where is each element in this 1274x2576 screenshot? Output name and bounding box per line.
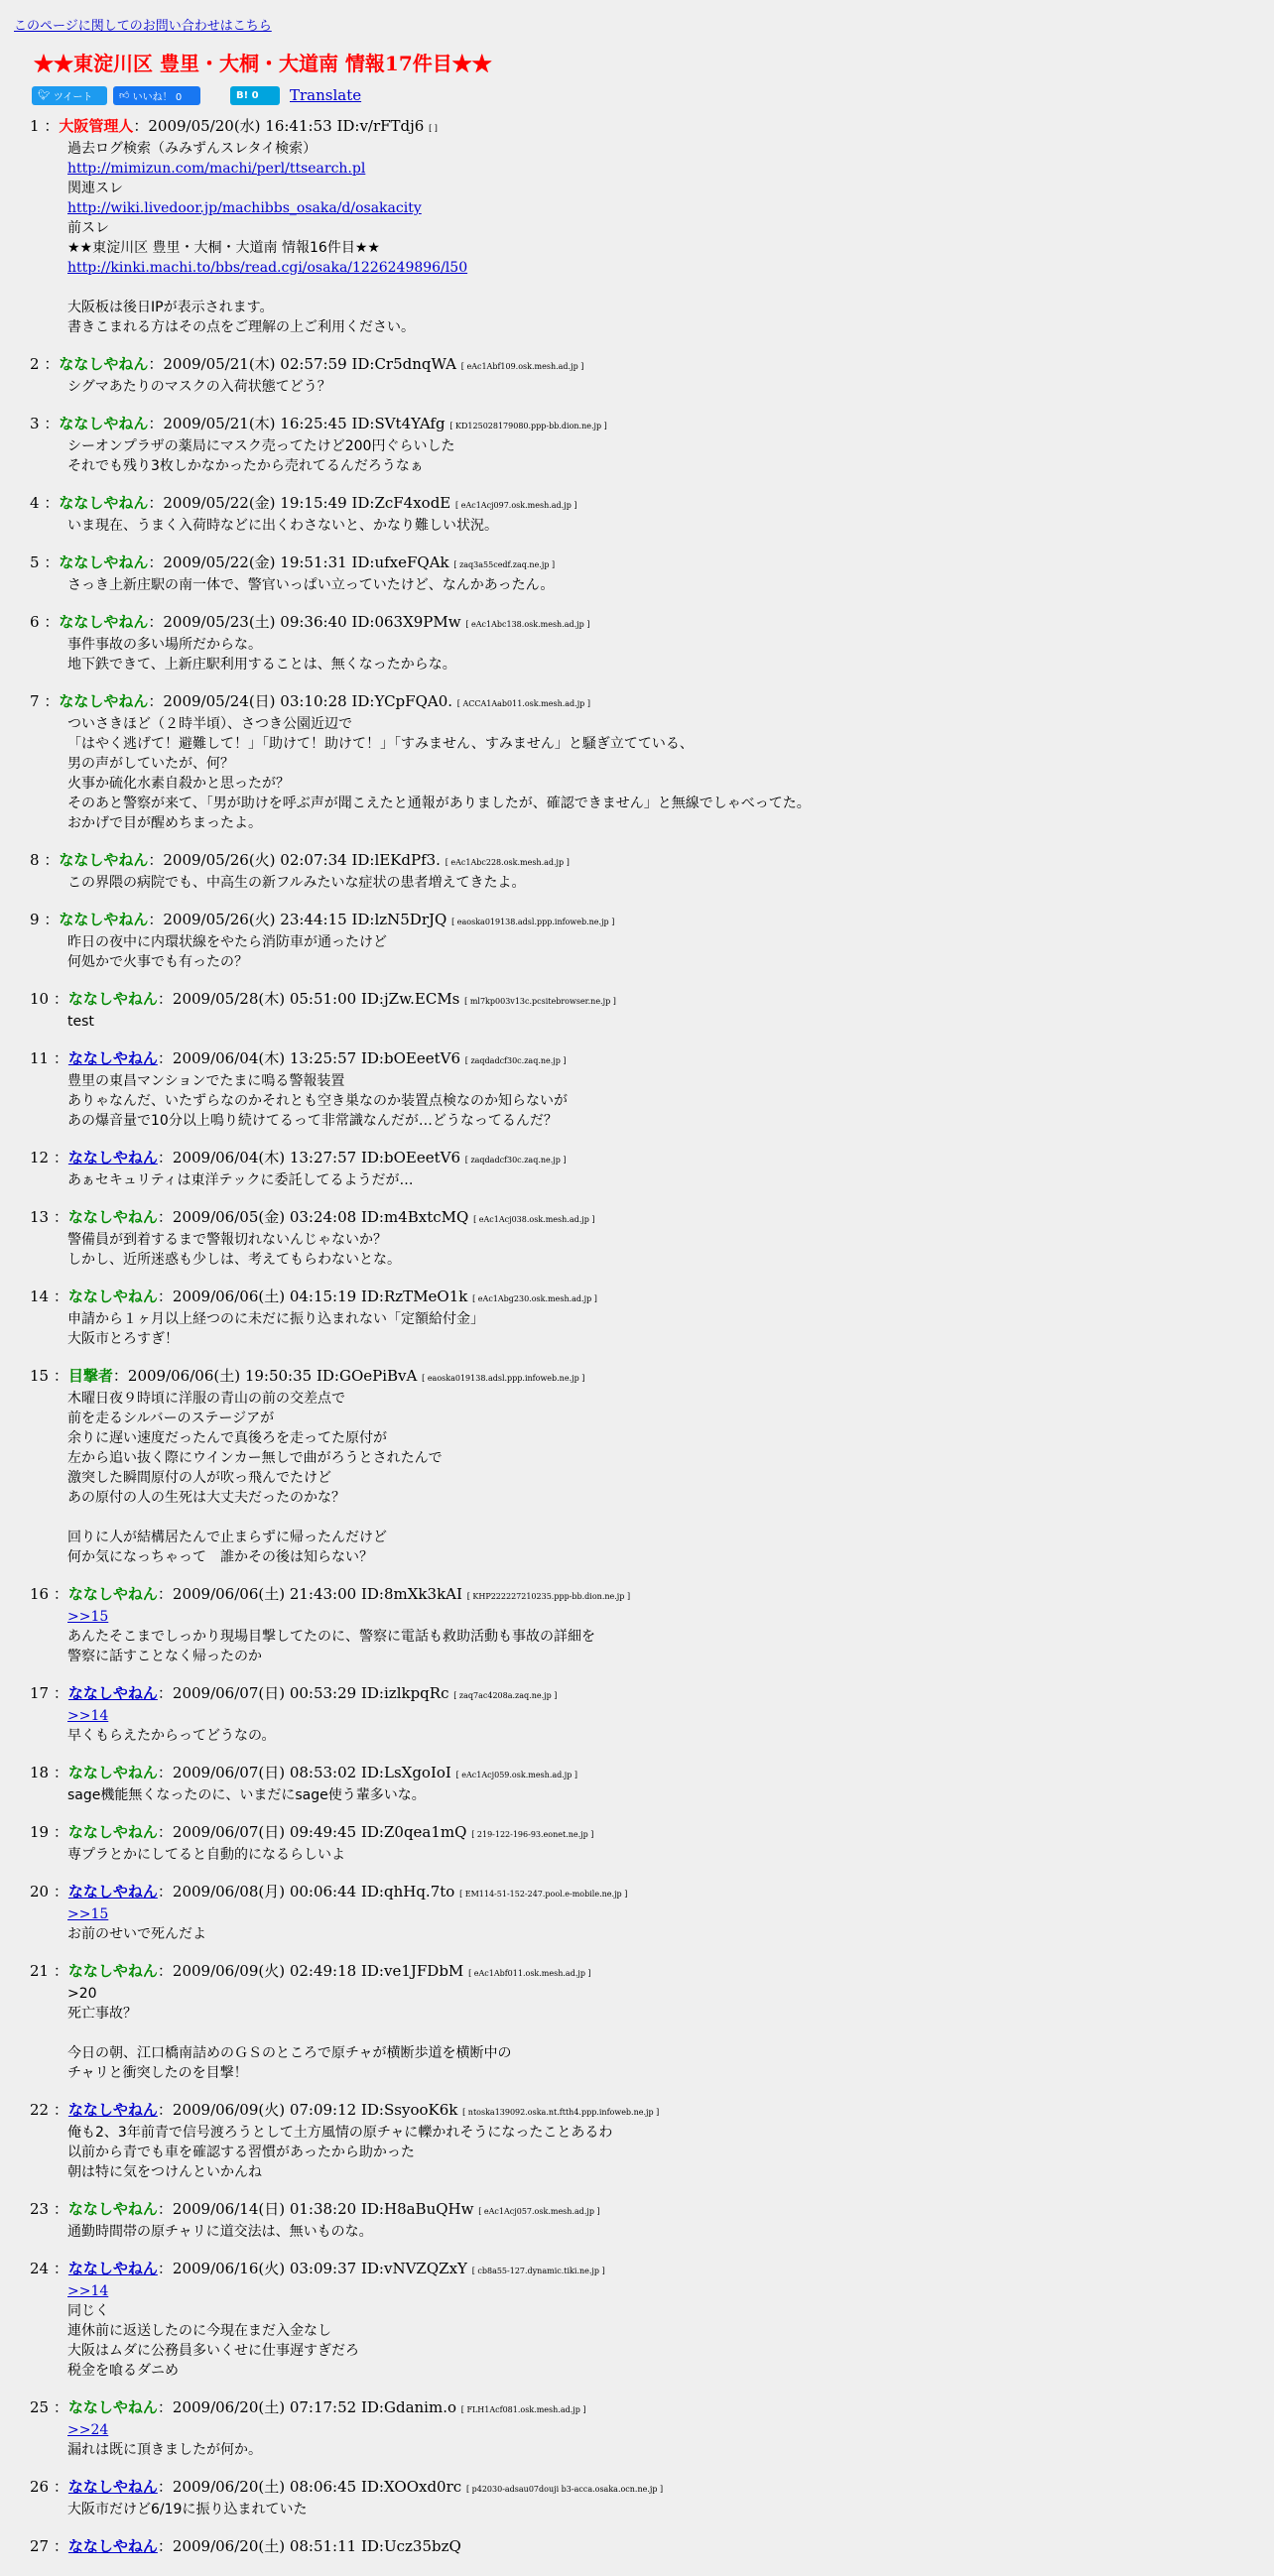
post-number: 7: [30, 692, 40, 710]
post-date: 2009/06/06(土) 21:43:00: [172, 1585, 357, 1603]
post-date: 2009/05/28(木) 05:51:00: [172, 990, 357, 1008]
post-host: [ FLH1Acf081.osk.mesh.ad.jp ]: [460, 2405, 586, 2414]
post-host: [ eAc1Acj097.osk.mesh.ad.jp ]: [455, 501, 577, 510]
post-number: 14: [30, 1288, 50, 1305]
post-id: ID:XOOxd0rc: [360, 2478, 462, 2496]
post-id: ID:Ucz35bzQ: [360, 2537, 461, 2555]
post-date: 2009/06/08(月) 00:06:44: [172, 1883, 357, 1901]
post: [30, 1882, 1260, 1944]
post-header: 27 ：ななしやねん：2009/06/20(土) 08:51:11 ID:Ucz35bzQ: [30, 2537, 461, 2555]
post-host: [ KD125028179080.ppp-bb.dion.ne.jp ]: [449, 422, 607, 430]
post-id: ID:qhHq.7to: [360, 1883, 455, 1901]
post-body: [67, 1071, 1260, 1131]
post: [30, 2397, 1260, 2460]
post-line: シーオンプラザの薬局にマスク売ってたけど200円ぐらいした: [67, 438, 455, 454]
post: [30, 2100, 1260, 2182]
post-line: 激突した瞬間原付の人が吹っ飛んでたけど: [67, 1470, 331, 1486]
post-line: 大阪板は後日IPが表示されます。: [67, 300, 274, 315]
post-host: [ zaq3a55cedf.zaq.ne.jp ]: [453, 560, 556, 569]
post-header: 4 ：ななしやねん：2009/05/22(金) 19:15:49 ID:ZcF4xodE [ eAc1Acj097.osk.mesh.ad.jp ]: [30, 494, 577, 512]
post-body: [67, 1904, 1260, 1944]
post-body: [67, 2420, 1260, 2460]
post-date: 2009/05/22(金) 19:51:31: [163, 553, 347, 571]
post-date: 2009/06/06(土) 04:15:19: [172, 1288, 357, 1305]
post-host: [ ]: [429, 124, 438, 133]
post-number: 27: [30, 2537, 50, 2555]
poster-name[interactable]: ななしやねん: [67, 1684, 158, 1702]
post-body: [67, 932, 1260, 972]
post-header: 3 ：ななしやねん：2009/05/21(木) 16:25:45 ID:SVt4YAfg [ KD125028179080.ppp-bb.dion.ne.jp ]: [30, 415, 607, 432]
post-line: 警察に話すことなく帰ったのか: [67, 1649, 262, 1664]
post-id: ID:ZcF4xodE: [351, 494, 451, 512]
post-id: ID:izlkpqRc: [360, 1684, 449, 1702]
poster-name[interactable]: ななしやねん: [67, 1883, 158, 1901]
post-date: 2009/06/16(火) 03:09:37: [172, 2260, 357, 2277]
post-body: [67, 2281, 1260, 2381]
thumbs-up-icon: 👍︎: [119, 90, 130, 101]
post-date: 2009/06/09(火) 02:49:18: [172, 1962, 357, 1980]
poster-name: ななしやねん: [67, 2200, 158, 2218]
post-host: [ eAc1Acj057.osk.mesh.ad.jp ]: [478, 2207, 600, 2216]
post-line: あの原付の人の生死は大丈夫だったのかな？: [67, 1490, 345, 1506]
post-host: [ eAc1Abc228.osk.mesh.ad.jp ]: [445, 858, 570, 867]
post-line: 同じく: [67, 2303, 109, 2319]
post-host: [ eAc1Acj038.osk.mesh.ad.jp ]: [473, 1215, 595, 1224]
post-line: お前のせいで死んだよ: [67, 1926, 206, 1942]
poster-name: ななしやねん: [59, 355, 149, 373]
post-header: 6 ：ななしやねん：2009/05/23(土) 09:36:40 ID:063X9PMw [ eAc1Abc138.osk.mesh.ad.jp ]: [30, 613, 590, 631]
post-host: [ eAc1Acj059.osk.mesh.ad.jp ]: [455, 1771, 578, 1779]
post-number: 17: [30, 1684, 50, 1702]
post-number: 25: [30, 2398, 50, 2416]
post-line: 専プラとかにしてると自動的になるらしいよ: [67, 1847, 345, 1863]
post: [30, 1366, 1260, 1567]
post-id: ID:8mXk3kAI: [360, 1585, 462, 1603]
post-line: 木曜日夜９時頃に洋服の青山の前の交差点で: [67, 1391, 345, 1407]
post-header: 9 ：ななしやねん：2009/05/26(火) 23:44:15 ID:lzN5DrJQ [ eaoska019138.adsl.ppp.infoweb.ne.jp ]: [30, 911, 615, 928]
post-number: 19: [30, 1823, 50, 1841]
post-body: [67, 377, 1260, 397]
post-body: [67, 1984, 1260, 2083]
post-date: 2009/06/07(日) 09:49:45: [172, 1823, 357, 1841]
post-host: [ EM114-51-152-247.pool.e-mobile.ne.jp ]: [459, 1890, 628, 1899]
post: [30, 1584, 1260, 1666]
post-id: ID:vNVZQZxY: [360, 2260, 467, 2277]
post-line: 税金を喰るダニめ: [67, 2363, 179, 2379]
post: [30, 354, 1260, 397]
post-host: [ zaq7ac4208a.zaq.ne.jp ]: [453, 1691, 558, 1700]
post-id: ID:Cr5dnqWA: [351, 355, 457, 373]
post-line: ★★東淀川区 豊里・大桐・大道南 情報16件目★★: [67, 240, 380, 256]
post-line: 大阪市だけど6/19に振り込まれていた: [67, 2502, 308, 2517]
poster-name: ななしやねん: [67, 1764, 158, 1781]
post-host: [ eAc1Abc138.osk.mesh.ad.jp ]: [465, 620, 590, 629]
post-host: [ cb8a55-127.dynamic.tiki.ne.jp ]: [471, 2267, 605, 2275]
post-line: 書きこまれる方はその点をご理解の上ご利用ください。: [67, 319, 415, 335]
post-date: 2009/06/04(木) 13:25:57: [172, 1049, 357, 1067]
tweet-button[interactable]: 🐦︎ ツイート: [32, 86, 107, 105]
poster-name: 目撃者: [67, 1367, 113, 1385]
post: [30, 989, 1260, 1032]
post-id: ID:jZw.ECMs: [360, 990, 460, 1008]
post-body: [67, 873, 1260, 893]
post-line: チャリと衝突したのを目撃！: [67, 2065, 248, 2081]
post-line: 昨日の夜中に内環状線をやたら消防車が通ったけど: [67, 934, 387, 950]
post-line: [67, 278, 1260, 298]
post-line: ついさきほど（２時半頃）、さつき公園近辺で: [67, 716, 352, 732]
post-body: [67, 1845, 1260, 1865]
post-number: 12: [30, 1149, 50, 1166]
post-body: [67, 1785, 1260, 1805]
contact-link[interactable]: このページに関してのお問い合わせはこちら: [14, 19, 272, 34]
post-date: 2009/05/26(火) 23:44:15: [163, 911, 347, 928]
post-header: 17 ：ななしやねん：2009/06/07(日) 00:53:29 ID:izlkpqRc [ zaq7ac4208a.zaq.ne.jp ]: [30, 1684, 558, 1702]
post-host: [ ml7kp003v13c.pcsitebrowser.ne.jp ]: [464, 997, 616, 1006]
post-header: 2 ：ななしやねん：2009/05/21(木) 02:57:59 ID:Cr5dnqWA [ eAc1Abf109.osk.mesh.ad.jp ]: [30, 355, 584, 373]
post-body: [67, 1012, 1260, 1032]
post-host: [ ACCA1Aab011.osk.mesh.ad.jp ]: [456, 699, 590, 708]
post-host: [ zaqdadcf30c.zaq.ne.jp ]: [464, 1156, 567, 1165]
post: [30, 116, 1260, 337]
post-line: 男の声がしていたが、何？: [67, 756, 234, 772]
post-body: [67, 2500, 1260, 2519]
post-body: [67, 1706, 1260, 1746]
post-list: [30, 116, 1260, 2576]
post-number: 16: [30, 1585, 50, 1603]
post-id: ID:H8aBuQHw: [360, 2200, 474, 2218]
post-line: あんたそこまでしっかり現場目撃してたのに、警察に電話も救助活動も事故の詳細を: [67, 1629, 595, 1645]
post-line: 左から追い抜く際にウインカー無しで曲がろうとされたんで: [67, 1450, 443, 1466]
post-header: 25 ：ななしやねん：2009/06/20(土) 07:17:52 ID:Gdanim.o [ FLH1Acf081.osk.mesh.ad.jp ]: [30, 2398, 586, 2416]
post: [30, 2259, 1260, 2381]
post-number: 22: [30, 2101, 50, 2119]
post-id: ID:Z0qea1mQ: [360, 1823, 467, 1841]
post-link[interactable]: http://mimizun.com/machi/perl/ttsearch.pl: [67, 161, 366, 177]
post-line: 通勤時間帯の原チャリに道交法は、無いものな。: [67, 2224, 373, 2240]
post-number: 23: [30, 2200, 50, 2218]
post-header: 21 ：ななしやねん：2009/06/09(火) 02:49:18 ID:ve1JFDbM [ eAc1Abf011.osk.mesh.ad.jp ]: [30, 1962, 591, 1980]
post-line: 漏れは既に頂きましたが何か。: [67, 2442, 262, 2458]
post: [30, 910, 1260, 972]
post-line: 地下鉄できて、上新庄駅利用することは、無くなったからな。: [67, 657, 456, 673]
post-body: [67, 1230, 1260, 1270]
post-line: この界隈の病院でも、中高生の新フルみたいな症状の患者増えてきたよ。: [67, 875, 526, 891]
post-body: [67, 1309, 1260, 1349]
post-line: 大阪はムダに公務員多いくせに仕事遅すぎだろ: [67, 2343, 359, 2359]
post-body: [67, 714, 1260, 833]
post-body: [67, 2222, 1260, 2242]
poster-name: 大阪管理人: [59, 117, 134, 135]
post-host: [ eaoska019138.adsl.ppp.infoweb.ne.jp ]: [451, 918, 615, 926]
post-line: 警備員が到着するまで警報切れないんじゃないか？: [67, 1232, 387, 1248]
post-id: ID:lzN5DrJQ: [351, 911, 447, 928]
post-header: 13 ：ななしやねん：2009/06/05(金) 03:24:08 ID:m4BxtcMQ [ eAc1Acj038.osk.mesh.ad.jp ]: [30, 1208, 595, 1226]
post-line: test: [67, 1014, 94, 1030]
post-id: ID:GOePiBvA: [316, 1367, 418, 1385]
post-header: 12 ：ななしやねん：2009/06/04(木) 13:27:57 ID:bOEeetV6 [ zaqdadcf30c.zaq.ne.jp ]: [30, 1149, 567, 1166]
post-header: 26 ：ななしやねん：2009/06/20(土) 08:06:45 ID:XOOxd0rc [ p42030-adsau07douji b3-acca.osaka.ocn.ne.jp ]: [30, 2478, 664, 2496]
post-id: ID:ufxeFQAk: [351, 553, 449, 571]
poster-name: ななしやねん: [67, 2398, 158, 2416]
post-id: ID:063X9PMw: [351, 613, 461, 631]
post-date: 2009/05/24(日) 03:10:28: [163, 692, 347, 710]
post-body: [67, 516, 1260, 536]
post-line: 過去ログ検索（みみずんスレタイ検索）: [67, 141, 318, 157]
translate-link[interactable]: Translate: [290, 86, 362, 104]
post-id: ID:YCpFQA0.: [351, 692, 453, 710]
post-line: 事件事故の多い場所だからな。: [67, 637, 262, 653]
post-number: 5: [30, 553, 40, 571]
post-number: 1: [30, 117, 40, 135]
post-line: 「はやく逃げて！避難して！」「助けて！助けて！」「すみません、すみません」と騒ぎ立てている、: [67, 736, 694, 752]
post: [30, 414, 1260, 476]
poster-name: ななしやねん: [67, 1585, 158, 1603]
post-line: ありゃなんだ、いたずらなのかそれとも空き巣なのか装置点検なのか知らないが: [67, 1093, 568, 1109]
post-link[interactable]: >>15: [67, 1609, 109, 1625]
poster-name[interactable]: ななしやねん: [67, 2537, 158, 2555]
post-line: さっき上新庄駅の南一体で、警官いっぱい立っていたけど、なんかあったん。: [67, 577, 555, 593]
post: [30, 1763, 1260, 1805]
hatena-bookmark-button[interactable]: B! 0: [230, 86, 280, 105]
poster-name[interactable]: ななしやねん: [67, 2260, 158, 2277]
post-number: 10: [30, 990, 50, 1008]
post: [30, 2536, 1260, 2559]
post: [30, 1207, 1260, 1270]
post: [30, 1683, 1260, 1746]
post-line: 回りに人が結構居たんで止まらずに帰ったんだけど: [67, 1530, 387, 1545]
post-body: [67, 1389, 1260, 1567]
post-line: あぁセキュリティは東洋テックに委託してるようだが…: [67, 1172, 414, 1188]
post-line: あの爆音量で10分以上鳴り続けてるって非常識なんだが…どうなってるんだ？: [67, 1113, 558, 1129]
post-number: 4: [30, 494, 40, 512]
post-id: ID:SVt4YAfg: [351, 415, 446, 432]
post-header: 22 ：ななしやねん：2009/06/09(火) 07:09:12 ID:SsyooK6k [ ntoska139092.oska.nt.ftth4.ppp.infoweb.ne.jp ]: [30, 2101, 660, 2119]
post-line: 早くもらえたからってどうなの。: [67, 1728, 276, 1744]
post-number: 8: [30, 851, 40, 869]
post-line: >20: [67, 1986, 97, 2002]
post-link[interactable]: >>24: [67, 2422, 109, 2438]
poster-name: ななしやねん: [59, 494, 149, 512]
post: [30, 2199, 1260, 2242]
post-line: 余りに遅い速度だったんで真後ろを走ってた原付が: [67, 1430, 387, 1446]
post-line: 前スレ: [67, 220, 109, 236]
post-date: 2009/05/20(水) 16:41:53: [148, 117, 332, 135]
post-date: 2009/06/20(土) 07:17:52: [172, 2398, 357, 2416]
post-body: [67, 575, 1260, 595]
post-date: 2009/06/09(火) 07:09:12: [172, 2101, 357, 2119]
post-id: ID:Gdanim.o: [360, 2398, 456, 2416]
post: [30, 612, 1260, 675]
post-line: 俺も2、3年前青で信号渡ろうとして土方風情の原チャに轢かれそうになったことあるわ: [67, 2125, 613, 2141]
post-date: 2009/05/21(木) 02:57:59: [163, 355, 347, 373]
post-id: ID:ve1JFDbM: [360, 1962, 464, 1980]
post-link[interactable]: >>14: [67, 2283, 109, 2299]
post-id: ID:m4BxtcMQ: [360, 1208, 469, 1226]
social-buttons: [32, 85, 361, 105]
post-line: それでも残り3枚しかなかったから売れてるんだろうなぁ: [67, 458, 424, 474]
post-host: [ eaoska019138.adsl.ppp.infoweb.ne.jp ]: [422, 1374, 585, 1383]
post-header: 16 ：ななしやねん：2009/06/06(土) 21:43:00 ID:8mXk3kAI [ KHP222227210235.ppp-bb.dion.ne.jp ]: [30, 1585, 631, 1603]
post-header: 20 ：ななしやねん：2009/06/08(月) 00:06:44 ID:qhHq.7to [ EM114-51-152-247.pool.e-mobile.ne.jp ]: [30, 1883, 628, 1901]
post-host: [ 219-122-196-93.eonet.ne.jp ]: [471, 1830, 594, 1839]
post-date: 2009/05/26(火) 02:07:34: [163, 851, 347, 869]
post-date: 2009/06/20(土) 08:51:11: [172, 2537, 357, 2555]
post: [30, 691, 1260, 833]
post-line: 以前から青でも車を確認する習慣があったから助かった: [67, 2145, 415, 2160]
post-host: [ eAc1Abf011.osk.mesh.ad.jp ]: [468, 1969, 591, 1978]
post-host: [ zaqdadcf30c.zaq.ne.jp ]: [464, 1056, 567, 1065]
post-date: 2009/06/14(日) 01:38:20: [172, 2200, 357, 2218]
post-host: [ KHP222227210235.ppp-bb.dion.ne.jp ]: [466, 1592, 631, 1601]
post-line: 火事か硫化水素自殺かと思ったが？: [67, 776, 290, 792]
post-link[interactable]: >>14: [67, 1708, 109, 1724]
post-date: 2009/06/06(土) 19:50:35: [127, 1367, 313, 1385]
post-number: 3: [30, 415, 40, 432]
post-id: ID:v/rFTdj6: [336, 117, 425, 135]
post-date: 2009/06/05(金) 03:24:08: [172, 1208, 357, 1226]
post-header: 5 ：ななしやねん：2009/05/22(金) 19:51:31 ID:ufxeFQAk [ zaq3a55cedf.zaq.ne.jp ]: [30, 553, 556, 571]
post-date: 2009/05/23(土) 09:36:40: [163, 613, 347, 631]
post-header: 19 ：ななしやねん：2009/06/07(日) 09:49:45 ID:Z0qea1mQ [ 219-122-196-93.eonet.ne.jp ]: [30, 1823, 594, 1841]
poster-name[interactable]: ななしやねん: [67, 2101, 158, 2119]
post: [30, 1148, 1260, 1190]
post-link[interactable]: http://kinki.machi.to/bbs/read.cgi/osaka/1226249896/l50: [67, 260, 468, 276]
post-number: 13: [30, 1208, 50, 1226]
post-header: 10 ：ななしやねん：2009/05/28(木) 05:51:00 ID:jZw.ECMs [ ml7kp003v13c.pcsitebrowser.ne.jp ]: [30, 990, 616, 1008]
post-header: 8 ：ななしやねん：2009/05/26(火) 02:07:34 ID:lEKdPf3. [ eAc1Abc228.osk.mesh.ad.jp ]: [30, 851, 570, 869]
post-number: 24: [30, 2260, 50, 2277]
post-body: [67, 1607, 1260, 1666]
poster-name: ななしやねん: [67, 1823, 158, 1841]
poster-name: ななしやねん: [67, 1208, 158, 1226]
post-number: 11: [30, 1049, 50, 1067]
twitter-bird-icon: 🐦︎: [38, 89, 51, 101]
post-host: [ eAc1Abg230.osk.mesh.ad.jp ]: [472, 1294, 597, 1303]
poster-name[interactable]: ななしやねん: [67, 1049, 158, 1067]
poster-name: ななしやねん: [67, 990, 158, 1008]
post-link[interactable]: >>15: [67, 1906, 109, 1922]
post-number: 6: [30, 613, 40, 631]
post-date: 2009/06/20(土) 08:06:45: [172, 2478, 357, 2496]
post: [30, 850, 1260, 893]
post-host: [ p42030-adsau07douji b3-acca.osaka.ocn.ne.jp ]: [465, 2485, 664, 2494]
post-id: ID:SsyooK6k: [360, 2101, 458, 2119]
poster-name: ななしやねん: [67, 1962, 158, 1980]
post-number: 15: [30, 1367, 50, 1385]
post-line: シグマあたりのマスクの入荷状態てどう？: [67, 379, 331, 395]
post: [30, 1961, 1260, 2083]
post-line: おかげで目が醒めちまったよ。: [67, 815, 262, 831]
post-number: 21: [30, 1962, 50, 1980]
post-body: [67, 139, 1260, 337]
post-line: [67, 1508, 1260, 1528]
post-date: 2009/05/22(金) 19:15:49: [163, 494, 347, 512]
post-host: [ eAc1Abf109.osk.mesh.ad.jp ]: [460, 362, 584, 371]
post-id: ID:bOEeetV6: [360, 1049, 460, 1067]
post-body: [67, 1170, 1260, 1190]
poster-name[interactable]: ななしやねん: [67, 2478, 158, 2496]
thread-title: ★★東淀川区 豊里・大桐・大道南 情報17件目★★: [34, 52, 492, 75]
post-line: 大阪市とろすぎ！: [67, 1331, 179, 1347]
post-id: ID:lEKdPf3.: [351, 851, 441, 869]
poster-name: ななしやねん: [59, 851, 149, 869]
post-body: [67, 436, 1260, 476]
post-header: 15 ：目撃者：2009/06/06(土) 19:50:35 ID:GOePiBvA [ eaoska019138.adsl.ppp.infoweb.ne.jp ]: [30, 1367, 585, 1385]
post-line: 豊里の東昌マンションでたまに鳴る警報装置: [67, 1073, 345, 1089]
post: [30, 1287, 1260, 1349]
post: [30, 493, 1260, 536]
post-line: 何処かで火事でも有ったの？: [67, 954, 248, 970]
poster-name: ななしやねん: [59, 692, 149, 710]
post-date: 2009/05/21(木) 16:25:45: [163, 415, 347, 432]
post-line: sage機能無くなったのに、いまだにsage使う輩多いな。: [67, 1787, 426, 1803]
post-number: 9: [30, 911, 40, 928]
post-number: 20: [30, 1883, 50, 1901]
post-date: 2009/06/07(日) 00:53:29: [172, 1684, 357, 1702]
post-body: [67, 635, 1260, 675]
post-line: いま現在、うまく入荷時などに出くわさないと、かなり難しい状況。: [67, 518, 498, 534]
post-line: 朝は特に気をつけんといかんね: [67, 2164, 262, 2180]
post-line: [67, 2024, 1260, 2043]
post-number: 26: [30, 2478, 50, 2496]
post-line: 今日の朝、江口橋南詰めのＧＳのところで原チャが横断歩道を横断中の: [67, 2045, 512, 2061]
poster-name: ななしやねん: [59, 613, 149, 631]
post-header: 11 ：ななしやねん：2009/06/04(木) 13:25:57 ID:bOEeetV6 [ zaqdadcf30c.zaq.ne.jp ]: [30, 1049, 567, 1067]
facebook-like-button[interactable]: 👍︎ いいね！ 0: [113, 86, 200, 105]
post-id: ID:bOEeetV6: [360, 1149, 460, 1166]
post-id: ID:LsXgoIoI: [360, 1764, 451, 1781]
post-link[interactable]: http://wiki.livedoor.jp/machibbs_osaka/d/osakacity: [67, 200, 422, 216]
post-number: 2: [30, 355, 40, 373]
poster-name: ななしやねん: [59, 415, 149, 432]
post-line: しかし、近所迷惑も少しは、考えてもらわないとな。: [67, 1252, 401, 1268]
poster-name: ななしやねん: [59, 911, 149, 928]
post-line: 申請から１ヶ月以上経つのに未だに振り込まれない「定額給付金」: [67, 1311, 484, 1327]
post-header: 7 ：ななしやねん：2009/05/24(日) 03:10:28 ID:YCpFQA0. [ ACCA1Aab011.osk.mesh.ad.jp ]: [30, 692, 590, 710]
poster-name: ななしやねん: [67, 1288, 158, 1305]
post-host: [ ntoska139092.oska.nt.ftth4.ppp.infoweb.ne.jp ]: [462, 2108, 660, 2117]
post-line: そのあと警察が来て、「男が助けを呼ぶ声が聞こえたと通報がありましたが、確認できません」と無線でしゃべってた。: [67, 796, 811, 811]
post-header: 1 ：大阪管理人：2009/05/20(水) 16:41:53 ID:v/rFTdj6 [ ]: [30, 117, 438, 135]
post: [30, 552, 1260, 595]
post: [30, 1822, 1260, 1865]
post: [30, 2477, 1260, 2519]
post-line: 前を走るシルバーのステージアが: [67, 1411, 275, 1426]
poster-name: ななしやねん: [59, 553, 149, 571]
post-header: 24 ：ななしやねん：2009/06/16(火) 03:09:37 ID:vNVZQZxY [ cb8a55-127.dynamic.tiki.ne.jp ]: [30, 2260, 605, 2277]
post-line: 死亡事故？: [67, 2006, 137, 2022]
post-line: 関連スレ: [67, 181, 123, 196]
post-date: 2009/06/04(木) 13:27:57: [172, 1149, 357, 1166]
post: [30, 1048, 1260, 1131]
post-line: 何か気になっちゃって 誰かその後は知らない？: [67, 1549, 373, 1565]
post-id: ID:RzTMeO1k: [360, 1288, 468, 1305]
post-date: 2009/06/07(日) 08:53:02: [172, 1764, 357, 1781]
post-number: 18: [30, 1764, 50, 1781]
post-header: 18 ：ななしやねん：2009/06/07(日) 08:53:02 ID:LsXgoIoI [ eAc1Acj059.osk.mesh.ad.jp ]: [30, 1764, 578, 1781]
post-header: 14 ：ななしやねん：2009/06/06(土) 04:15:19 ID:RzTMeO1k [ eAc1Abg230.osk.mesh.ad.jp ]: [30, 1288, 597, 1305]
post-line: 連休前に返送したのに今現在まだ入金なし: [67, 2323, 331, 2339]
poster-name[interactable]: ななしやねん: [67, 1149, 158, 1166]
post-body: [67, 2123, 1260, 2182]
post-header: 23 ：ななしやねん：2009/06/14(日) 01:38:20 ID:H8aBuQHw [ eAc1Acj057.osk.mesh.ad.jp ]: [30, 2200, 600, 2218]
